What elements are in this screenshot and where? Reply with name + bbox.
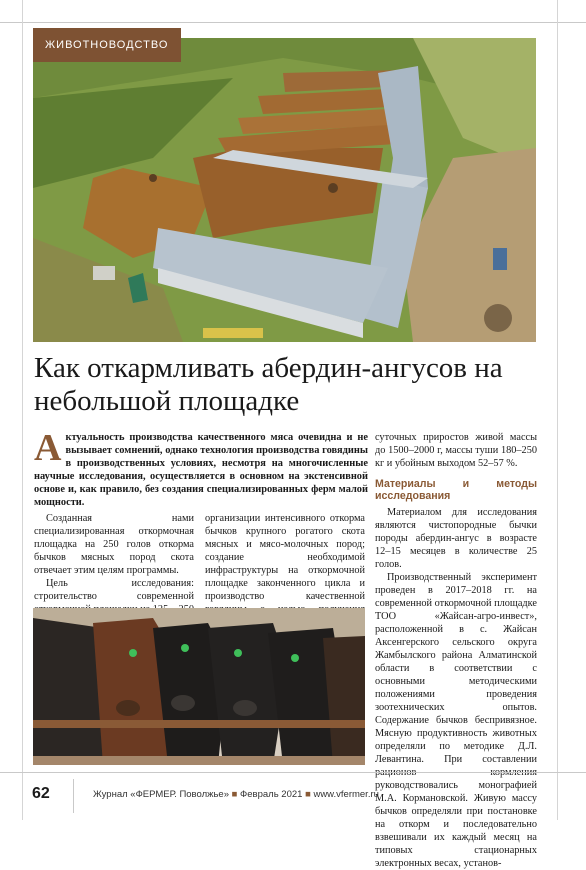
left-margin-rule — [22, 0, 23, 820]
section-tag: ЖИВОТНОВОДСТВО — [33, 28, 181, 62]
footer-separator-1: ■ — [231, 789, 238, 800]
lead-text: ктуальность производства качественного мяса очевидна и не вызывает сомнений, однако технология производства говядины в производственных условиях, несмотря на многочисленные научные исследования, осуществляется в основном на экстенсивной основе и, как правило, без создания специализированных ферм малой мощности. — [34, 432, 368, 508]
feedlot-aerial-photo — [33, 38, 536, 342]
methods-subheading: Материалы и методы исследования — [375, 478, 537, 502]
drop-cap: А — [34, 427, 62, 469]
column-2-paragraph-1: организации интенсивного откорма бычков крупного рогатого скота мясных и мясо-молочных пород; создание необходимой инфраструктуры на откормочной площадке законченного цикла и производство качественной — [205, 513, 365, 602]
column-3 — [375, 431, 537, 870]
article-lead — [34, 427, 368, 509]
footer-issue: Февраль 2021 — [240, 789, 303, 800]
right-margin-rule — [557, 0, 558, 820]
footer-separator-2: ■ — [305, 789, 311, 800]
column-3-paragraph-1: Материалом для исследования являются чистопородные бычки породы абердин-ангус в возрасте 12–15 месяцев в количестве 25 голов. — [375, 507, 537, 570]
column-1-paragraph-2: Цель исследования: строительство современной — [34, 578, 194, 602]
footer-journal: Журнал «ФЕРМЕР. Поволжье» — [93, 789, 229, 800]
column-3-paragraph-0: суточных приростов живой массы до 1500–2000 г, массы туши 180–250 кг и убойным выходом 52–57 %. — [375, 432, 537, 469]
page-number: 62 — [32, 785, 50, 802]
column-3-paragraph-2: Производственный эксперимент проведен в 2017–2018 гг. на современной откормочной площадке ТОО «Жайсан-агро-инвест», расположенной в с. Жайсан Аксенгерского сельского округа Жамбылского района Алматинской области в соответствии с основными методическими положениями проведения зоотехнических опытов. Содержание бычков беспривязное. Мясную продуктивность животных определяли по методике Д.Л. Левантина. При составлении руководствовались монографией М.А. Кормановской. Живую массу бычков определяли при постановке на откорм и последовательно взвешивали их каждый месяц на типовых стационарных электронных весах, установ- — [375, 572, 537, 869]
column-1-paragraph-1: Созданная нами специализированная откормочная площадка на 250 голов откорма бычков мясных пород скота отвечает этим целям программы. — [34, 513, 194, 576]
article-headline: Как откармливать абердин-ангусов на небольшой площадке — [34, 352, 503, 417]
top-rule — [0, 22, 586, 23]
footer-site[interactable]: www.vfermer.ru — [313, 789, 379, 800]
footer-rule — [0, 772, 586, 773]
cattle-photo — [33, 608, 365, 765]
footer-divider — [73, 779, 74, 813]
footer-credits — [93, 789, 379, 800]
